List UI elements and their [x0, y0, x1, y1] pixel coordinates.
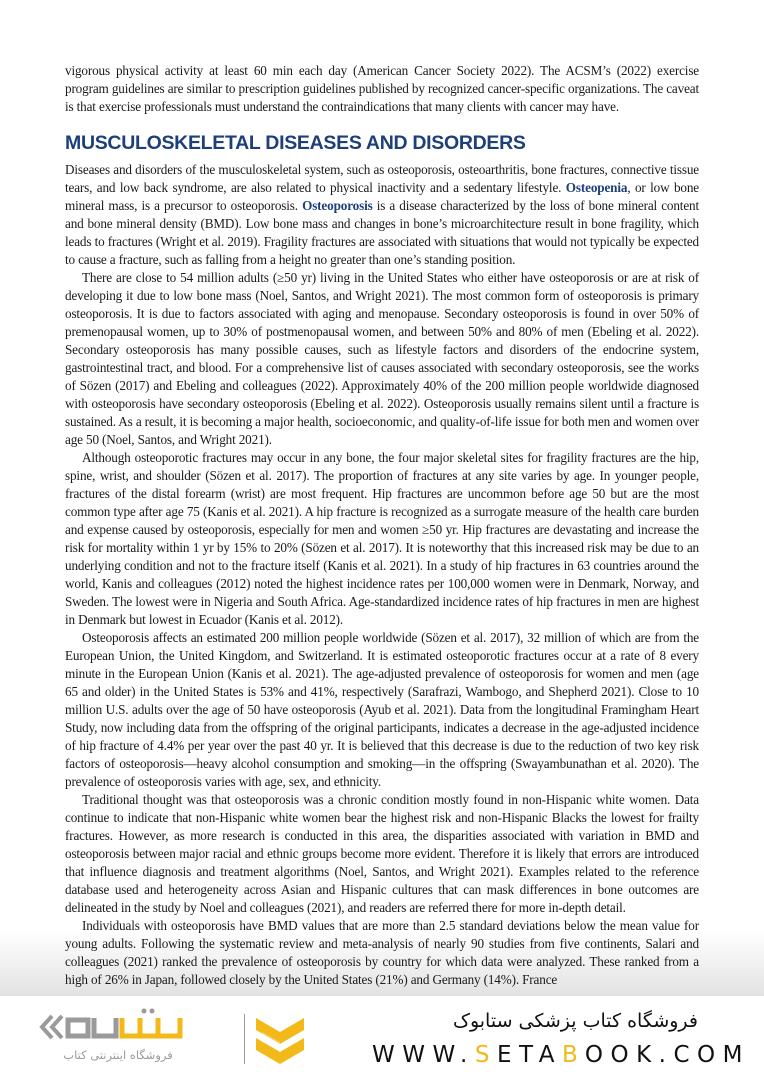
paragraph-bmd-values: Individuals with osteoporosis have BMD values that are more than 2.5 standard deviations below the mean value for young adults. Following the systematic review and meta-analysis of nearly 90 studies from five continents, Salari and colleagues (2021) ranked the prevalence of osteoporosis by country for which data were analyzed. These ranked from a high of 26% in Japan, followed closely by the United States (21%) and Germany (14%). France — [65, 918, 699, 987]
url-mid: ETA — [496, 1042, 563, 1068]
intro-paragraph: vigorous physical activity at least 60 min each day (American Cancer Society 2022). The ACSM’s (2022) exercise program guidelines are similar to prescription guidelines published by recognized cancer-specific organizations. The caveat is that exercise professionals must understand the contraindications that many clients with cancer may have. — [65, 63, 699, 114]
paragraph-osteoporosis-definition — [65, 161, 699, 269]
paragraph-ethnic-disparities: Traditional thought was that osteoporosis was a chronic condition mostly found in non-Hispanic white women. Data continue to indicate that non-Hispanic white women bear the highest risk and non-Hispanic Blacks the lowest for frailty fractures. However, as more research is conducted in this area, the disparities associated with variation in BMD and osteoporosis between major racial and ethnic groups become more evident. Therefore it is likely that errors are introduced that influence diagnosis and treatment algorithms (Noel, Santos, and Wright 2021). Examples related to the reference database used and heterogeneity across Asian and Hispanic cultures that can mask differences in bone outcomes are delineated in the study by Noel and colleagues (2021), and readers are referred there for more in-depth detail. — [65, 792, 699, 915]
paragraph-text: is a disease characterized by the loss of bone mineral content and bone mineral density (BMD). Low bone mass and changes in bone’s microarchitecture result in bone fragility, which leads to fractures (Wright et al. 2019). Fragility fractures are associated with situations that would not typically be expected to cause a fracture, such as falling from a height no greater than one’s standing position. — [65, 198, 699, 267]
footer-banner — [0, 996, 764, 1080]
setabook-chevron-emblem-icon — [256, 1012, 304, 1064]
paragraph-worldwide-prevalence: Osteoporosis affects an estimated 200 million people worldwide (Sözen et al. 2017), 32 million of which are from the European Union, the United Kingdom, and Switzerland. It is estimated osteoporotic fractures occur at a rate of 8 every minute in the European Union (Kanis et al. 2021). The age-adjusted prevalence of osteoporosis for women and men (age 65 and older) in the United States is 53% and 41%, respectively (Sarafrazi, Wambogo, and Shepherd 2021). Close to 10 million U.S. adults over the age of 50 have osteoporosis (Ayub et al. 2021). Data from the longitudinal Framingham Heart Study, now including data from the offspring of the original participants, indicates a decrease in the age-adjusted incidence of hip fracture of 4.4% per year over the past 40 yr. It is believed that this decrease is due to the reduction of two key risk factors of osteoporosis—heavy alcohol consumption and smoking—in the offspring (Swayambunathan et al. 2020). The prevalence of osteoporosis varies with age, sex, and ethnicity. — [65, 630, 699, 789]
paragraph-fracture-sites: Although osteoporotic fractures may occur in any bone, the four major skeletal sites for fragility fractures are the hip, spine, wrist, and shoulder (Sözen et al. 2017). The proportion of fractures at any site varies by age. In younger people, fractures of the distal forearm (wrist) are most frequent. Hip fractures are uncommon before age 50 but are the most common type after age 75 (Kanis et al. 2021). A hip fracture is recognized as a surrogate measure of the health care burden and expense caused by osteoporosis, especially for men and women ≥50 yr. Hip fractures are devastating and increase the risk for mortality within 1 yr by 15% to 20% (Sözen et al. 2017). It is noteworthy that this increased risk may be due to an underlying condition and not to the fracture itself (Kanis et al. 2021). In a study of hip fractures in 63 countries around the world, Kanis and colleagues (2012) noted the highest incidence rates per 100,000 women were in Denmark, Norway, and Sweden. The lowest were in Nigeria and South Africa. Age-standardized incidence rates of hip fractures in men are highest in Denmark but lowest in Ecuador (Kanis et al. 2012). — [65, 450, 699, 627]
paragraph-text: , or low bone mineral mass, is a precursor to osteoporosis. — [65, 180, 700, 213]
paragraph-us-prevalence: There are close to 54 million adults (≥50 yr) living in the United States who either have osteoporosis or are at risk of developing it due to low bone mass (Noel, Santos, and Wright 2021). The most common form of osteoporosis is primary osteoporosis. It is due to factors associated with aging and menopause. Secondary osteoporosis is found in over 50% of premenopausal women, up to 30% of postmenopausal women, and between 50% and 80% of men (Ebeling et al. 2022). Secondary osteoporosis has many possible causes, such as lifestyle factors and disorders of the endocrine system, gastrointestinal tract, and blood. For a comprehensive list of causes associated with secondary osteoporosis, see the works of Sözen (2017) and Ebeling and colleagues (2022). Approximately 40% of the 200 million people worldwide diagnosed with osteoporosis have secondary osteoporosis (Ebeling et al. 2022). Osteoporosis usually remains silent until a fracture is sustained. As a result, it is becoming a major health, socioeconomic, and quality-of-life issue for both men and women over age 50 (Noel, Santos, and Wright 2021). — [65, 270, 699, 447]
url-highlight-s: S — [474, 1042, 497, 1068]
term-osteoporosis: Osteoporosis — [302, 198, 373, 213]
url-highlight-b: B — [562, 1042, 585, 1068]
page-content — [65, 62, 699, 989]
logo-subtitle: فروشگاه اینترنتی کتاب — [63, 1048, 173, 1062]
setabook-logo — [38, 1008, 298, 1070]
term-osteopenia: Osteopenia — [565, 180, 628, 195]
url-prefix: WWW. — [371, 1042, 475, 1068]
store-tagline: فروشگاه کتاب پزشکی ستابوک — [452, 1010, 698, 1032]
site-url[interactable] — [372, 1042, 750, 1068]
logo-divider — [244, 1014, 245, 1064]
logo-wordmark-icon — [38, 1008, 203, 1048]
url-suffix: OOK.COM — [584, 1042, 750, 1068]
paragraph-text: Diseases and disorders of the musculoskeletal system, such as osteoporosis, osteoarthritis, bone fractures, connective tissue tears, and low back syndrome, are also related to physical inactivity and a sedentary lifestyle. — [65, 162, 699, 195]
section-heading: MUSCULOSKELETAL DISEASES AND DISORDERS — [65, 132, 526, 154]
